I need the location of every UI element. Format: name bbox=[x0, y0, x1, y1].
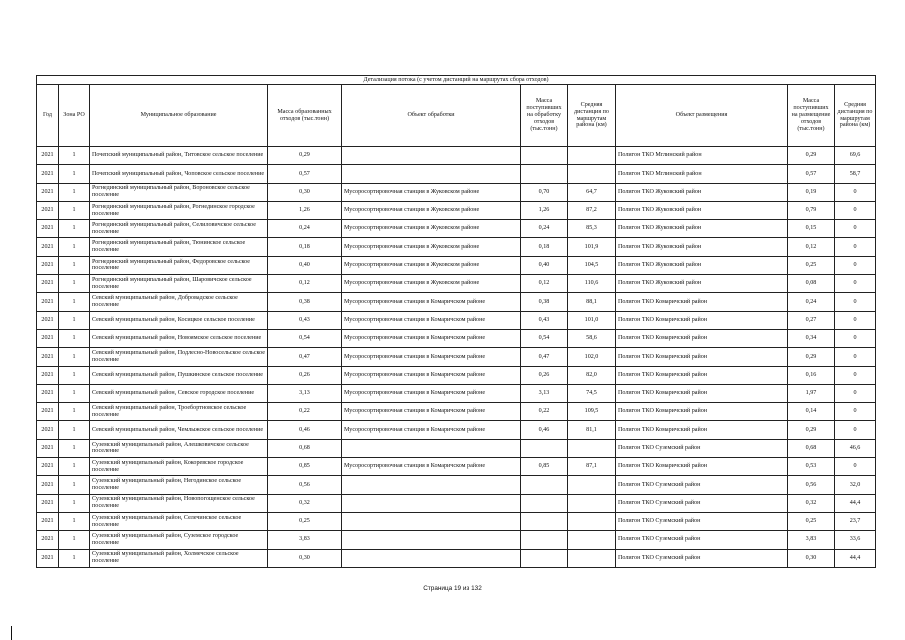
cell-disposal-facility: Полигон ТКО Жуковский район bbox=[616, 238, 788, 256]
cell-processed-mass: 0,85 bbox=[521, 458, 568, 476]
header-year: Год bbox=[37, 85, 59, 147]
table-row bbox=[37, 458, 876, 476]
cell-generated-mass: 0,24 bbox=[268, 220, 342, 238]
cell-processing-distance: 88,1 bbox=[568, 293, 616, 311]
cell-disposed-mass: 0,56 bbox=[788, 476, 835, 494]
cell-processing-distance: 58,6 bbox=[568, 329, 616, 347]
cell-zone: 1 bbox=[59, 183, 90, 201]
cell-processing-distance: 81,1 bbox=[568, 421, 616, 439]
cell-processed-mass: 0,70 bbox=[521, 183, 568, 201]
cell-processing-distance: 87,1 bbox=[568, 458, 616, 476]
cell-disposal-facility: Полигон ТКО Комаричский район bbox=[616, 366, 788, 384]
cell-municipality: Севский муниципальный район, Севское городское поселение bbox=[90, 384, 268, 402]
cell-year: 2021 bbox=[37, 329, 59, 347]
cell-processed-mass: 0,47 bbox=[521, 348, 568, 366]
cell-disposed-mass: 0,25 bbox=[788, 256, 835, 274]
cell-disposal-distance: 0 bbox=[835, 421, 876, 439]
cell-year: 2021 bbox=[37, 201, 59, 219]
cell-municipality: Рогнединский муниципальный район, Шаровичское сельское поселение bbox=[90, 275, 268, 293]
cell-municipality: Севский муниципальный район, Троебортновское сельское поселение bbox=[90, 403, 268, 421]
cell-disposed-mass: 1,97 bbox=[788, 384, 835, 402]
cell-generated-mass: 0,56 bbox=[268, 476, 342, 494]
cell-processing-distance: 104,5 bbox=[568, 256, 616, 274]
cell-zone: 1 bbox=[59, 458, 90, 476]
table-caption: Детализация потока (с учетом дистанций на маршрутах сбора отходов) bbox=[37, 76, 876, 85]
cell-disposed-mass: 0,32 bbox=[788, 494, 835, 512]
cell-processing-facility: Мусоросортировочная станция в Жуковском районе bbox=[342, 201, 521, 219]
cell-processing-facility: Мусоросортировочная станция в Жуковском районе bbox=[342, 183, 521, 201]
cell-generated-mass: 1,26 bbox=[268, 201, 342, 219]
cell-disposed-mass: 0,15 bbox=[788, 220, 835, 238]
cell-municipality: Суземский муниципальный район, Алешковичское сельское поселение bbox=[90, 439, 268, 457]
cell-disposal-distance: 69,6 bbox=[835, 147, 876, 165]
cell-processing-facility: Мусоросортировочная станция в Жуковском районе bbox=[342, 256, 521, 274]
cell-disposal-facility: Полигон ТКО Жуковский район bbox=[616, 183, 788, 201]
cell-disposal-facility: Полигон ТКО Мглинский район bbox=[616, 147, 788, 165]
cell-processing-facility bbox=[342, 549, 521, 567]
cell-processing-distance bbox=[568, 439, 616, 457]
table-header-row bbox=[37, 85, 876, 147]
cell-municipality: Суземский муниципальный район, Холмечское сельское поселение bbox=[90, 549, 268, 567]
cell-disposed-mass: 0,19 bbox=[788, 183, 835, 201]
table-row bbox=[37, 147, 876, 165]
table-row bbox=[37, 384, 876, 402]
cell-generated-mass: 0,38 bbox=[268, 293, 342, 311]
cell-zone: 1 bbox=[59, 512, 90, 530]
cell-disposed-mass: 3,83 bbox=[788, 531, 835, 549]
cell-municipality: Севский муниципальный район, Новоямское сельское поселение bbox=[90, 329, 268, 347]
cell-generated-mass: 3,13 bbox=[268, 384, 342, 402]
table-row bbox=[37, 348, 876, 366]
cell-generated-mass: 0,29 bbox=[268, 147, 342, 165]
cell-year: 2021 bbox=[37, 311, 59, 329]
cell-processing-distance bbox=[568, 165, 616, 183]
table-row bbox=[37, 549, 876, 567]
table-row bbox=[37, 201, 876, 219]
cell-municipality: Суземский муниципальный район, Селечинское сельское поселение bbox=[90, 512, 268, 530]
cell-year: 2021 bbox=[37, 421, 59, 439]
cell-disposed-mass: 0,34 bbox=[788, 329, 835, 347]
cell-disposal-facility: Полигон ТКО Суземский район bbox=[616, 439, 788, 457]
cell-municipality: Суземский муниципальный район, Кокоревское городское поселение bbox=[90, 458, 268, 476]
cell-disposal-distance: 33,6 bbox=[835, 531, 876, 549]
cell-municipality: Рогнединский муниципальный район, Тюнинское сельское поселение bbox=[90, 238, 268, 256]
cell-municipality: Рогнединский муниципальный район, Рогнединское городское поселение bbox=[90, 201, 268, 219]
cell-year: 2021 bbox=[37, 384, 59, 402]
cell-year: 2021 bbox=[37, 256, 59, 274]
cell-disposed-mass: 0,30 bbox=[788, 549, 835, 567]
cell-generated-mass: 0,12 bbox=[268, 275, 342, 293]
cell-disposal-facility: Полигон ТКО Суземский район bbox=[616, 531, 788, 549]
table-row bbox=[37, 512, 876, 530]
cell-disposal-facility: Полигон ТКО Комаричский район bbox=[616, 348, 788, 366]
cell-municipality: Рогнединский муниципальный район, Вороновское сельское поселение bbox=[90, 183, 268, 201]
cell-processing-facility bbox=[342, 494, 521, 512]
table-row bbox=[37, 220, 876, 238]
table-row bbox=[37, 329, 876, 347]
cell-year: 2021 bbox=[37, 238, 59, 256]
cell-year: 2021 bbox=[37, 439, 59, 457]
cell-year: 2021 bbox=[37, 275, 59, 293]
cell-disposal-distance: 0 bbox=[835, 183, 876, 201]
cell-municipality: Севский муниципальный район, Добровадское сельское поселение bbox=[90, 293, 268, 311]
cell-processed-mass: 0,22 bbox=[521, 403, 568, 421]
cell-municipality: Почепский муниципальный район, Титовское сельское поселение bbox=[90, 147, 268, 165]
cell-generated-mass: 0,32 bbox=[268, 494, 342, 512]
cell-disposal-distance: 0 bbox=[835, 403, 876, 421]
cell-processed-mass: 0,12 bbox=[521, 275, 568, 293]
cell-zone: 1 bbox=[59, 329, 90, 347]
cell-processed-mass: 0,24 bbox=[521, 220, 568, 238]
table-row bbox=[37, 256, 876, 274]
cell-municipality: Рогнединский муниципальный район, Федоровское сельское поселение bbox=[90, 256, 268, 274]
cell-processing-facility: Мусоросортировочная станция в Комаричском районе bbox=[342, 366, 521, 384]
table-body bbox=[37, 147, 876, 568]
cell-processing-facility: Мусоросортировочная станция в Комаричском районе bbox=[342, 348, 521, 366]
cell-year: 2021 bbox=[37, 531, 59, 549]
cell-disposal-distance: 0 bbox=[835, 348, 876, 366]
cell-zone: 1 bbox=[59, 293, 90, 311]
cell-processing-distance: 101,0 bbox=[568, 311, 616, 329]
table-row bbox=[37, 366, 876, 384]
cell-zone: 1 bbox=[59, 531, 90, 549]
cell-processed-mass bbox=[521, 494, 568, 512]
cell-generated-mass: 0,30 bbox=[268, 183, 342, 201]
table-row bbox=[37, 403, 876, 421]
cell-processed-mass bbox=[521, 439, 568, 457]
cell-disposal-facility: Полигон ТКО Суземский район bbox=[616, 476, 788, 494]
waste-flow-table bbox=[36, 75, 876, 568]
cell-processed-mass bbox=[521, 147, 568, 165]
table-row bbox=[37, 531, 876, 549]
table-row bbox=[37, 421, 876, 439]
cell-disposal-distance: 0 bbox=[835, 311, 876, 329]
cell-year: 2021 bbox=[37, 147, 59, 165]
cell-disposal-distance: 58,7 bbox=[835, 165, 876, 183]
cell-processed-mass: 0,46 bbox=[521, 421, 568, 439]
cell-generated-mass: 0,40 bbox=[268, 256, 342, 274]
cell-generated-mass: 0,47 bbox=[268, 348, 342, 366]
header-disposal-facility: Объект размещения bbox=[616, 85, 788, 147]
cell-disposal-facility: Полигон ТКО Суземский район bbox=[616, 549, 788, 567]
cell-generated-mass: 0,57 bbox=[268, 165, 342, 183]
cell-disposed-mass: 0,14 bbox=[788, 403, 835, 421]
cell-zone: 1 bbox=[59, 439, 90, 457]
cell-disposal-facility: Полигон ТКО Жуковский район bbox=[616, 201, 788, 219]
cell-disposal-distance: 0 bbox=[835, 275, 876, 293]
cell-disposed-mass: 0,57 bbox=[788, 165, 835, 183]
cell-year: 2021 bbox=[37, 165, 59, 183]
cell-processed-mass: 0,38 bbox=[521, 293, 568, 311]
cell-year: 2021 bbox=[37, 366, 59, 384]
cell-processing-facility: Мусоросортировочная станция в Жуковском районе bbox=[342, 275, 521, 293]
cell-generated-mass: 0,25 bbox=[268, 512, 342, 530]
cell-processing-facility: Мусоросортировочная станция в Комаричском районе bbox=[342, 458, 521, 476]
cell-disposal-distance: 0 bbox=[835, 293, 876, 311]
cell-zone: 1 bbox=[59, 366, 90, 384]
cell-zone: 1 bbox=[59, 165, 90, 183]
header-generated-mass: Масса образованных отходов (тыс.тонн) bbox=[268, 85, 342, 147]
cell-disposal-distance: 44,4 bbox=[835, 494, 876, 512]
cell-year: 2021 bbox=[37, 293, 59, 311]
cell-processed-mass: 0,40 bbox=[521, 256, 568, 274]
cell-disposal-facility: Полигон ТКО Жуковский район bbox=[616, 275, 788, 293]
cell-processed-mass bbox=[521, 531, 568, 549]
cell-processing-distance bbox=[568, 147, 616, 165]
cell-processed-mass bbox=[521, 512, 568, 530]
cell-municipality: Севский муниципальный район, Косицкое сельское поселение bbox=[90, 311, 268, 329]
cell-processed-mass: 1,26 bbox=[521, 201, 568, 219]
cell-processing-facility bbox=[342, 531, 521, 549]
cell-zone: 1 bbox=[59, 201, 90, 219]
cell-disposed-mass: 0,25 bbox=[788, 512, 835, 530]
cell-disposal-facility: Полигон ТКО Суземский район bbox=[616, 494, 788, 512]
cell-municipality: Почепский муниципальный район, Чоповское сельское поселение bbox=[90, 165, 268, 183]
cell-processing-distance bbox=[568, 494, 616, 512]
cell-processed-mass: 3,13 bbox=[521, 384, 568, 402]
cell-disposed-mass: 0,68 bbox=[788, 439, 835, 457]
cell-disposal-distance: 0 bbox=[835, 238, 876, 256]
cell-generated-mass: 0,26 bbox=[268, 366, 342, 384]
cell-municipality: Суземский муниципальный район, Новопогощенское сельское поселение bbox=[90, 494, 268, 512]
cell-processed-mass bbox=[521, 476, 568, 494]
cell-disposed-mass: 0,08 bbox=[788, 275, 835, 293]
table-row bbox=[37, 494, 876, 512]
cell-zone: 1 bbox=[59, 549, 90, 567]
cell-zone: 1 bbox=[59, 311, 90, 329]
cell-disposed-mass: 0,29 bbox=[788, 421, 835, 439]
cell-processing-facility bbox=[342, 439, 521, 457]
cell-disposed-mass: 0,29 bbox=[788, 147, 835, 165]
cell-zone: 1 bbox=[59, 147, 90, 165]
cell-processing-distance bbox=[568, 549, 616, 567]
scan-edge-mark bbox=[11, 626, 12, 640]
cell-disposal-distance: 0 bbox=[835, 220, 876, 238]
cell-disposal-facility: Полигон ТКО Жуковский район bbox=[616, 256, 788, 274]
cell-disposal-facility: Полигон ТКО Комаричский район bbox=[616, 329, 788, 347]
cell-zone: 1 bbox=[59, 348, 90, 366]
cell-processed-mass bbox=[521, 165, 568, 183]
cell-year: 2021 bbox=[37, 549, 59, 567]
cell-zone: 1 bbox=[59, 421, 90, 439]
table-row bbox=[37, 183, 876, 201]
cell-processing-distance: 82,0 bbox=[568, 366, 616, 384]
cell-generated-mass: 0,54 bbox=[268, 329, 342, 347]
cell-zone: 1 bbox=[59, 384, 90, 402]
page-number: Страница 19 из 132 bbox=[423, 585, 482, 592]
cell-processing-facility: Мусоросортировочная станция в Жуковском районе bbox=[342, 220, 521, 238]
cell-processing-facility: Мусоросортировочная станция в Комаричском районе bbox=[342, 311, 521, 329]
cell-municipality: Севский муниципальный район, Чемлыжское сельское поселение bbox=[90, 421, 268, 439]
cell-disposal-distance: 46,6 bbox=[835, 439, 876, 457]
cell-disposal-distance: 0 bbox=[835, 458, 876, 476]
cell-processing-facility bbox=[342, 165, 521, 183]
cell-processing-distance: 85,3 bbox=[568, 220, 616, 238]
cell-disposed-mass: 0,16 bbox=[788, 366, 835, 384]
cell-processing-facility bbox=[342, 476, 521, 494]
cell-zone: 1 bbox=[59, 238, 90, 256]
cell-year: 2021 bbox=[37, 183, 59, 201]
cell-year: 2021 bbox=[37, 512, 59, 530]
cell-disposal-distance: 0 bbox=[835, 329, 876, 347]
cell-disposal-distance: 0 bbox=[835, 384, 876, 402]
cell-generated-mass: 0,30 bbox=[268, 549, 342, 567]
cell-processed-mass: 0,54 bbox=[521, 329, 568, 347]
cell-processing-distance bbox=[568, 531, 616, 549]
cell-processing-distance: 74,5 bbox=[568, 384, 616, 402]
cell-processing-distance: 64,7 bbox=[568, 183, 616, 201]
cell-year: 2021 bbox=[37, 220, 59, 238]
cell-processing-distance bbox=[568, 476, 616, 494]
cell-year: 2021 bbox=[37, 348, 59, 366]
cell-processing-distance: 110,6 bbox=[568, 275, 616, 293]
cell-disposal-facility: Полигон ТКО Комаричский район bbox=[616, 293, 788, 311]
table-row bbox=[37, 275, 876, 293]
cell-disposed-mass: 0,29 bbox=[788, 348, 835, 366]
cell-municipality: Суземский муниципальный район, Негодинское сельское поселение bbox=[90, 476, 268, 494]
cell-generated-mass: 0,46 bbox=[268, 421, 342, 439]
cell-disposal-facility: Полигон ТКО Комаричский район bbox=[616, 311, 788, 329]
cell-disposal-distance: 0 bbox=[835, 256, 876, 274]
cell-disposal-facility: Полигон ТКО Жуковский район bbox=[616, 220, 788, 238]
header-municipality: Муниципальное образование bbox=[90, 85, 268, 147]
cell-generated-mass: 0,43 bbox=[268, 311, 342, 329]
cell-year: 2021 bbox=[37, 403, 59, 421]
cell-processing-facility: Мусоросортировочная станция в Комаричском районе bbox=[342, 403, 521, 421]
cell-disposal-distance: 32,0 bbox=[835, 476, 876, 494]
cell-processing-distance bbox=[568, 512, 616, 530]
cell-zone: 1 bbox=[59, 494, 90, 512]
cell-processed-mass: 0,26 bbox=[521, 366, 568, 384]
cell-processing-facility: Мусоросортировочная станция в Комаричском районе bbox=[342, 384, 521, 402]
cell-zone: 1 bbox=[59, 220, 90, 238]
cell-municipality: Севский муниципальный район, Подлесно-Новосельское сельское поселение bbox=[90, 348, 268, 366]
cell-generated-mass: 0,18 bbox=[268, 238, 342, 256]
cell-disposed-mass: 0,53 bbox=[788, 458, 835, 476]
cell-processing-facility: Мусоросортировочная станция в Комаричском районе bbox=[342, 329, 521, 347]
cell-zone: 1 bbox=[59, 476, 90, 494]
cell-disposal-distance: 23,7 bbox=[835, 512, 876, 530]
cell-processing-facility bbox=[342, 147, 521, 165]
table-row bbox=[37, 293, 876, 311]
table-row bbox=[37, 476, 876, 494]
cell-generated-mass: 0,22 bbox=[268, 403, 342, 421]
cell-municipality: Севский муниципальный район, Пушкинское сельское поселение bbox=[90, 366, 268, 384]
cell-processing-facility bbox=[342, 512, 521, 530]
header-processing-distance: Средняя дистанция по маршрутам района (км) bbox=[568, 85, 616, 147]
cell-zone: 1 bbox=[59, 256, 90, 274]
cell-municipality: Рогнединский муниципальный район, Селиловичское сельское поселение bbox=[90, 220, 268, 238]
cell-processing-distance: 109,5 bbox=[568, 403, 616, 421]
cell-disposed-mass: 0,79 bbox=[788, 201, 835, 219]
cell-processing-distance: 101,9 bbox=[568, 238, 616, 256]
cell-year: 2021 bbox=[37, 476, 59, 494]
cell-generated-mass: 0,85 bbox=[268, 458, 342, 476]
cell-disposed-mass: 0,24 bbox=[788, 293, 835, 311]
cell-disposal-facility: Полигон ТКО Мглинский район bbox=[616, 165, 788, 183]
cell-processing-facility: Мусоросортировочная станция в Комаричском районе bbox=[342, 293, 521, 311]
cell-year: 2021 bbox=[37, 494, 59, 512]
cell-disposal-distance: 0 bbox=[835, 201, 876, 219]
header-disposed-mass: Масса поступивших на размещение отходов (тыс.тонн) bbox=[788, 85, 835, 147]
cell-disposal-facility: Полигон ТКО Комаричский район bbox=[616, 403, 788, 421]
cell-disposed-mass: 0,12 bbox=[788, 238, 835, 256]
cell-processed-mass: 0,43 bbox=[521, 311, 568, 329]
cell-generated-mass: 0,68 bbox=[268, 439, 342, 457]
table-row bbox=[37, 439, 876, 457]
cell-disposed-mass: 0,27 bbox=[788, 311, 835, 329]
table-row bbox=[37, 238, 876, 256]
cell-zone: 1 bbox=[59, 403, 90, 421]
header-processed-mass: Масса поступивших на обработку отходов (тыс.тонн) bbox=[521, 85, 568, 147]
table-row bbox=[37, 165, 876, 183]
cell-zone: 1 bbox=[59, 275, 90, 293]
cell-disposal-distance: 44,4 bbox=[835, 549, 876, 567]
cell-disposal-facility: Полигон ТКО Комаричский район bbox=[616, 421, 788, 439]
table-row bbox=[37, 311, 876, 329]
header-processing-facility: Объект обработки bbox=[342, 85, 521, 147]
cell-processed-mass: 0,18 bbox=[521, 238, 568, 256]
cell-generated-mass: 3,83 bbox=[268, 531, 342, 549]
cell-processing-facility: Мусоросортировочная станция в Жуковском районе bbox=[342, 238, 521, 256]
cell-disposal-facility: Полигон ТКО Комаричский район bbox=[616, 458, 788, 476]
header-zone: Зона РО bbox=[59, 85, 90, 147]
cell-processed-mass bbox=[521, 549, 568, 567]
cell-year: 2021 bbox=[37, 458, 59, 476]
cell-processing-distance: 102,0 bbox=[568, 348, 616, 366]
cell-disposal-distance: 0 bbox=[835, 366, 876, 384]
document-page bbox=[36, 75, 875, 568]
cell-processing-distance: 87,2 bbox=[568, 201, 616, 219]
header-disposal-distance: Средняя дистанция по маршрутам района (км) bbox=[835, 85, 876, 147]
cell-municipality: Суземский муниципальный район, Суземское городское поселение bbox=[90, 531, 268, 549]
cell-disposal-facility: Полигон ТКО Комаричский район bbox=[616, 384, 788, 402]
cell-processing-facility: Мусоросортировочная станция в Комаричском районе bbox=[342, 421, 521, 439]
cell-disposal-facility: Полигон ТКО Суземский район bbox=[616, 512, 788, 530]
